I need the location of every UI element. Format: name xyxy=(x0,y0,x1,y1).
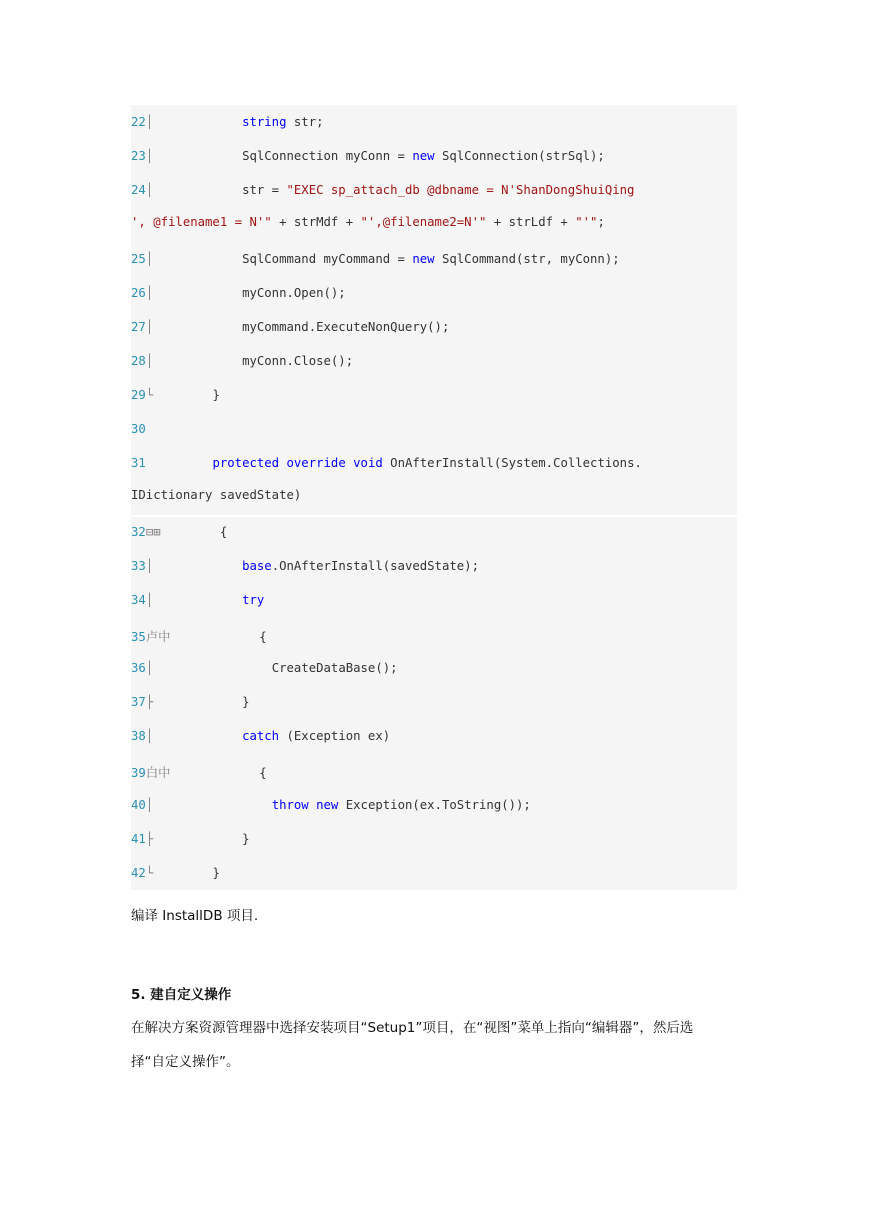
outline-gutter: │ xyxy=(145,798,154,812)
line-number: 34 xyxy=(131,593,146,607)
indent xyxy=(153,320,242,334)
outline-gutter: │ xyxy=(145,354,154,368)
code-line xyxy=(131,215,605,229)
code-token: SqlCommand myCommand = xyxy=(242,252,413,266)
indent xyxy=(153,593,242,607)
code-line xyxy=(131,729,390,743)
indent xyxy=(153,456,212,470)
outline-gutter: ⊟⊞ xyxy=(145,525,161,539)
line-number: 24 xyxy=(131,183,146,197)
line-number: 29 xyxy=(131,388,146,402)
code-token: .OnAfterInstall(savedState); xyxy=(271,559,479,573)
code-token: { xyxy=(219,525,228,539)
outline-gutter: │ xyxy=(145,320,154,334)
code-token: } xyxy=(212,866,220,880)
code-token: + strMdf + xyxy=(271,215,361,229)
code-token: } xyxy=(212,388,220,402)
indent xyxy=(153,695,242,709)
code-token: "'" xyxy=(575,215,598,229)
indent xyxy=(153,866,212,880)
code-token: throw xyxy=(271,798,309,812)
indent xyxy=(153,149,242,163)
code-line xyxy=(131,525,227,539)
code-token: new xyxy=(412,252,435,266)
code-line xyxy=(131,661,398,675)
indent xyxy=(153,388,212,402)
code-token: { xyxy=(259,766,267,780)
code-line xyxy=(131,627,267,645)
outline-gutter: 卢中 xyxy=(145,630,171,644)
indent xyxy=(170,630,259,644)
code-line xyxy=(131,320,449,334)
outline-gutter: │ xyxy=(145,183,154,197)
code-token: SqlConnection(strSql); xyxy=(434,149,605,163)
code-token: "',@filename2=N'" xyxy=(360,215,487,229)
code-line xyxy=(131,593,264,607)
code-token: ; xyxy=(597,215,605,229)
line-number: 42 xyxy=(131,866,146,880)
indent xyxy=(153,661,271,675)
code-line xyxy=(131,866,220,880)
code-token: CreateDataBase(); xyxy=(271,661,398,675)
code-line xyxy=(131,832,249,846)
code-token: SqlConnection myConn = xyxy=(242,149,413,163)
code-token: str; xyxy=(286,115,324,129)
line-number: 38 xyxy=(131,729,146,743)
code-token: catch xyxy=(242,729,280,743)
code-token: override xyxy=(286,456,346,470)
line-number: 27 xyxy=(131,320,146,334)
indent xyxy=(153,252,242,266)
line-number: 26 xyxy=(131,286,146,300)
code-line xyxy=(131,354,353,368)
indent xyxy=(161,525,220,539)
code-token: try xyxy=(242,593,265,607)
line-number: 30 xyxy=(131,422,146,436)
code-token: } xyxy=(242,695,250,709)
code-token: myConn.Close(); xyxy=(242,354,354,368)
code-line xyxy=(131,695,249,709)
line-number: 28 xyxy=(131,354,146,368)
code-token: myCommand.ExecuteNonQuery(); xyxy=(242,320,450,334)
code-line xyxy=(131,115,324,129)
code-token: string xyxy=(242,115,287,129)
line-number: 25 xyxy=(131,252,146,266)
code-line xyxy=(131,183,634,197)
code-line xyxy=(131,388,220,402)
line-number: 35 xyxy=(131,630,146,644)
line-number: 31 xyxy=(131,456,146,470)
code-token: SqlCommand(str, myConn); xyxy=(434,252,620,266)
paragraph-line-2: 择“自定义操作”。 xyxy=(131,1054,240,1070)
code-token: + strLdf + xyxy=(486,215,576,229)
line-number: 32 xyxy=(131,525,146,539)
outline-gutter: │ xyxy=(145,149,154,163)
code-token xyxy=(309,798,316,812)
code-line xyxy=(131,488,301,502)
line-number: 36 xyxy=(131,661,146,675)
code-token: { xyxy=(259,630,267,644)
outline-gutter: │ xyxy=(145,559,154,573)
indent xyxy=(153,354,242,368)
code-token: str = xyxy=(242,183,287,197)
line-number: 37 xyxy=(131,695,146,709)
line-number: 22 xyxy=(131,115,146,129)
code-token: } xyxy=(242,832,250,846)
indent xyxy=(153,729,242,743)
code-block xyxy=(131,105,737,890)
indent xyxy=(153,115,242,129)
compile-note: 编译 InstallDB 项目. xyxy=(131,908,259,924)
code-token: "EXEC sp_attach_db @dbname = N'ShanDongShuiQing xyxy=(286,183,635,197)
outline-gutter: │ xyxy=(145,286,154,300)
code-line xyxy=(131,559,479,573)
code-token: protected xyxy=(212,456,280,470)
indent xyxy=(153,559,242,573)
indent xyxy=(153,183,242,197)
section-heading: 5. 建自定义操作 xyxy=(131,987,232,1003)
line-number: 39 xyxy=(131,766,146,780)
outline-gutter: ├ xyxy=(145,695,154,709)
indent xyxy=(170,766,259,780)
outline-gutter: │ xyxy=(145,252,154,266)
line-number: 41 xyxy=(131,832,146,846)
outline-gutter: │ xyxy=(145,729,154,743)
outline-gutter: 白中 xyxy=(145,766,171,780)
outline-gutter: │ xyxy=(145,593,154,607)
code-token: base xyxy=(242,559,272,573)
line-number: 33 xyxy=(131,559,146,573)
code-token: new xyxy=(316,798,339,812)
code-line xyxy=(131,763,267,781)
code-token: OnAfterInstall(System.Collections. xyxy=(382,456,642,470)
code-token: (Exception ex) xyxy=(279,729,391,743)
code-line xyxy=(131,422,146,436)
code-token: ', @filename1 = N'" xyxy=(131,215,272,229)
indent xyxy=(153,798,271,812)
code-token xyxy=(279,456,286,470)
code-token: myConn.Open(); xyxy=(242,286,346,300)
outline-gutter: ├ xyxy=(145,832,154,846)
outline-gutter: │ xyxy=(145,115,154,129)
code-line xyxy=(131,286,346,300)
code-line xyxy=(131,456,642,470)
outline-gutter: └ xyxy=(145,388,154,402)
line-number: 40 xyxy=(131,798,146,812)
code-line xyxy=(131,252,620,266)
code-background-top xyxy=(131,105,737,515)
code-token: IDictionary savedState) xyxy=(131,488,302,502)
code-token: Exception(ex.ToString()); xyxy=(338,798,531,812)
outline-gutter: └ xyxy=(145,866,154,880)
code-token: void xyxy=(353,456,383,470)
line-number: 23 xyxy=(131,149,146,163)
code-line xyxy=(131,149,605,163)
outline-gutter: │ xyxy=(145,661,154,675)
indent xyxy=(153,286,242,300)
indent xyxy=(153,832,242,846)
code-token: new xyxy=(412,149,435,163)
paragraph-line-1: 在解决方案资源管理器中选择安装项目“Setup1”项目，在“视图”菜单上指向“编辑器”，然后选 xyxy=(131,1020,694,1036)
code-line xyxy=(131,798,531,812)
